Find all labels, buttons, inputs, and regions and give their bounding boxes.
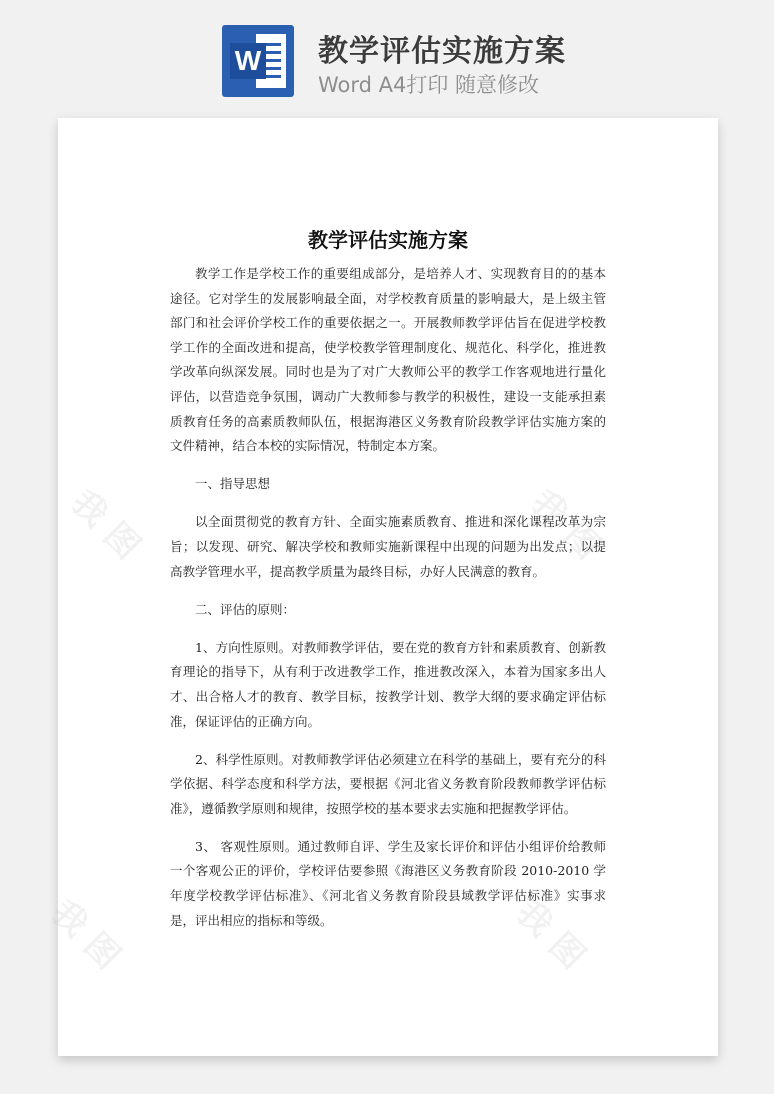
principle-science-paragraph: 2、科学性原则。对教师教学评估必须建立在科学的基础上，要有充分的科学依据、科学态度和科学方法，要根据《河北省义务教育阶段教师教学评估标准》，遵循教学原则和规律，按照学校的基本要求去实施和把握教学评估。 bbox=[170, 751, 606, 816]
watermark: 我 图 bbox=[508, 892, 593, 978]
header-title: 教学评估实施方案 bbox=[318, 34, 566, 69]
word-document-icon bbox=[222, 25, 294, 97]
document-page bbox=[43, 118, 718, 1056]
intro-paragraph: 教学工作是学校工作的重要组成部分，是培养人才、实现教育目的的基本途径。它对学生的发展影响最全面，对学校教育质量的影响最大，是上级主管部门和社会评价学校工作的重要依据之一。开展教师教学评估旨在促进学校教学工作的全面改进和提高，使学校教学管理制度化、规范化、科学化，推进教学改革向纵深发展。同时也是为了对广大教师公平的教学工作客观地进行量化评估，以营造竞争氛围，调动广大教师参与教学的积极性，建设一支能承担素质教育任务的高素质教师队伍，根据海港区义务教育阶段教学评估实施方案的文件精神，结合本校的实际情况，特制定本方案。 bbox=[170, 266, 606, 454]
principle-objectivity-paragraph: 3、 客观性原则。通过教师自评、学生及家长评价和评估小组评价给教师一个客观公正的评价，学校评估要参照《海港区义务教育阶段 2010-2010 学年度学校教学评估标准》、《河北省义务教育阶段县域教学评估标准》实事求是，评出相应的指标和等级。 bbox=[170, 838, 606, 928]
section-heading-guiding-thought: 一、指导思想 bbox=[195, 476, 271, 492]
word-icon-badge: W bbox=[230, 43, 266, 79]
document-title: 教学评估实施方案 bbox=[308, 228, 468, 252]
watermark: 我 图 bbox=[63, 482, 148, 568]
watermark: 我 图 bbox=[43, 892, 128, 978]
principle-direction-paragraph: 1、方向性原则。对教师教学评估，要在党的教育方针和素质教育、创新教育理论的指导下，从有利于改进教学工作，推进教改深入，本着为国家多出人才、出合格人才的教育、教学目标，按教学计划、教学大纲的要求确定评估标准，保证评估的正确方向。 bbox=[170, 639, 606, 729]
guiding-thought-paragraph: 以全面贯彻党的教育方针、全面实施素质教育、推进和深化课程改革为宗旨；以发现、研究、解决学校和教师实施新课程中出现的问题为出发点；以提高教学管理水平，提高教学质量为最终目标，办好人民满意的教育。 bbox=[170, 514, 606, 579]
header-subtitle: Word A4打印 随意修改 bbox=[318, 73, 540, 97]
page-header bbox=[0, 0, 774, 110]
section-heading-principles: 二、评估的原则： bbox=[195, 601, 296, 617]
watermark: 我 图 bbox=[523, 482, 608, 568]
document-body bbox=[170, 262, 606, 933]
